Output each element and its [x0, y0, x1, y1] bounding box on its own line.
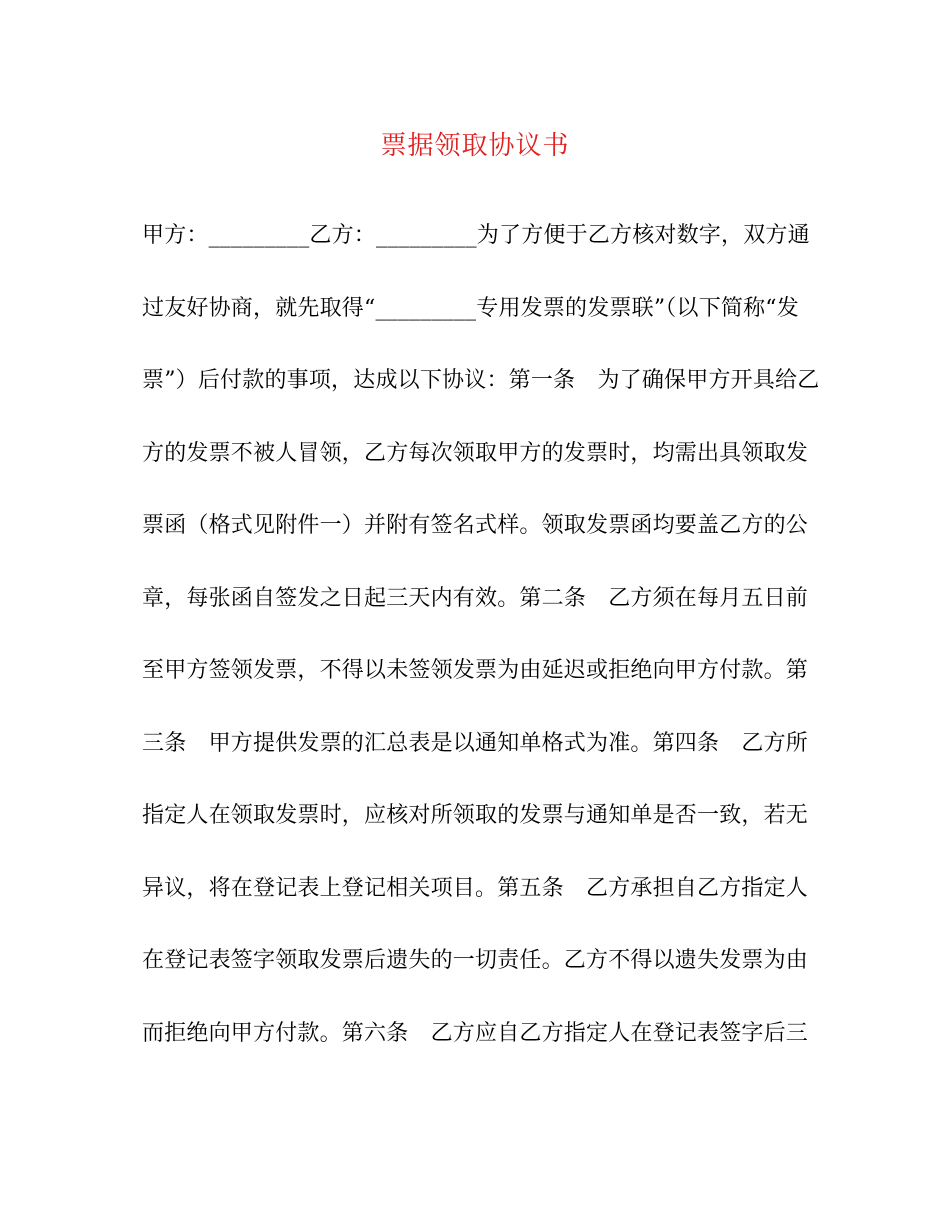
- body-line: 票函（格式见附件一）并附有签名式样。领取发票函均要盖乙方的公: [142, 513, 809, 538]
- document-title: 票据领取协议书: [380, 131, 570, 161]
- body-line: 章，每张函自签发之日起三天内有效。第二条 乙方须在每月五日前: [142, 585, 809, 611]
- body-line: 至甲方签领发票，不得以未签领发票为由延迟或拒绝向甲方付款。第: [142, 658, 809, 683]
- body-line: 票”）后付款的事项，达成以下协议：第一条 为了确保甲方开具给乙: [142, 368, 820, 393]
- body-line: 指定人在领取发票时，应核对所领取的发票与通知单是否一致，若无: [142, 803, 809, 828]
- body-line: 在登记表签字领取发票后遗失的一切责任。乙方不得以遗失发票为由: [142, 948, 809, 973]
- body-line: 方的发票不被人冒领，乙方每次领取甲方的发票时，均需出具领取发: [142, 440, 809, 466]
- body-line: 而拒绝向甲方付款。第六条 乙方应自乙方指定人在登记表签字后三: [142, 1020, 809, 1046]
- body-line: 异议，将在登记表上登记相关项目。第五条 乙方承担自乙方指定人: [142, 875, 809, 901]
- body-line: 甲方：_________乙方：_________为了方便于乙方核对数字，双方通: [142, 223, 810, 248]
- body-line: 过友好协商，就先取得“_________专用发票的发票联”（以下简称“发: [142, 295, 799, 321]
- body-line: 三条 甲方提供发票的汇总表是以通知单格式为准。第四条 乙方所: [142, 730, 809, 756]
- document-body: [142, 218, 820, 1088]
